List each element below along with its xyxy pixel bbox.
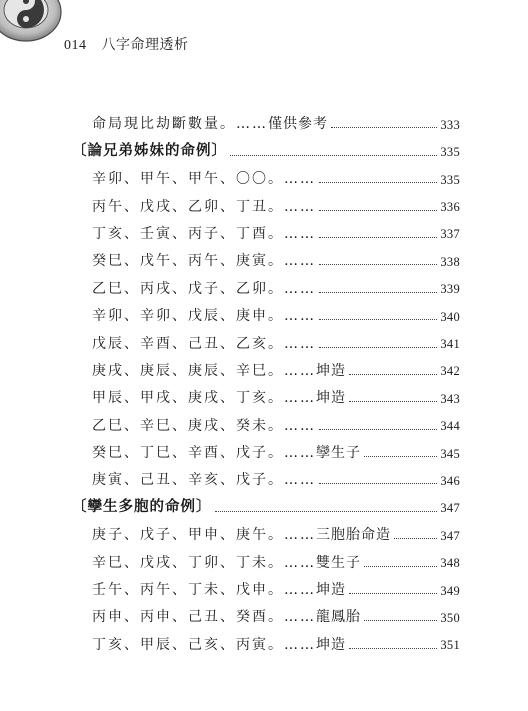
dot-leader [319, 292, 437, 293]
toc-entry-label: 命局現比劫斷數量。…… [92, 116, 268, 133]
toc-entry-note: 僅供參考 [268, 116, 328, 133]
toc-page-number: 335 [440, 145, 460, 160]
toc-entry-label: 乙巳、丙戌、戊子、乙卯。…… [92, 280, 316, 297]
toc-entry [72, 460, 460, 487]
toc-entry-label: 戊辰、辛酉、己丑、乙亥。…… [92, 335, 316, 352]
toc-entry [72, 405, 460, 432]
dot-leader [319, 347, 437, 348]
dot-leader [319, 182, 437, 183]
toc-entry-note: 孿生子 [316, 445, 361, 462]
toc-entry [72, 268, 460, 295]
toc-entry-label: 癸巳、戊午、丙午、庚寅。…… [92, 253, 316, 270]
dot-leader [319, 210, 437, 211]
toc-entry [72, 241, 460, 268]
toc-page-number: 341 [440, 337, 460, 352]
toc-entry [72, 214, 460, 241]
book-title: 八字命理透析 [101, 37, 189, 53]
toc-entry-note: 三胞胎命造 [316, 527, 391, 544]
toc-entry-label: 辛卯、辛卯、戊辰、庚申。…… [92, 308, 316, 325]
toc-page-number: 338 [440, 254, 460, 269]
toc-entry-note: 坤造 [316, 390, 346, 407]
dot-leader [319, 429, 437, 430]
toc-entry [72, 624, 460, 651]
toc-entry [72, 597, 460, 624]
toc-entry-label: 丁亥、甲辰、己亥、丙寅。…… [92, 636, 316, 653]
toc-entry [72, 570, 460, 597]
dot-leader [349, 648, 437, 649]
toc-entry-label: 〔論兄弟姊妹的命例〕 [72, 143, 227, 160]
toc-entry [72, 323, 460, 350]
dot-leader [349, 593, 437, 594]
toc-page-number: 347 [440, 528, 460, 543]
toc-section-heading [72, 131, 460, 158]
dot-leader [349, 374, 437, 375]
toc-entry [72, 433, 460, 460]
dot-leader [364, 456, 437, 457]
dot-leader [319, 483, 437, 484]
toc-page-number: 340 [440, 309, 460, 324]
toc-entry [72, 186, 460, 213]
running-head [64, 34, 188, 54]
dot-leader [364, 566, 437, 567]
toc-page-number: 351 [440, 638, 460, 653]
toc-entry-label: 〔孿生多胞的命例〕 [72, 499, 212, 516]
toc-page-number: 342 [440, 364, 460, 379]
toc-entry [72, 542, 460, 569]
dot-leader [364, 620, 437, 621]
toc-entry-label: 庚子、戊子、甲申、庚午。…… [92, 527, 316, 544]
toc-page-number: 344 [440, 419, 460, 434]
table-of-contents [72, 104, 460, 652]
toc-page-number: 345 [440, 446, 460, 461]
toc-entry-label: 丙午、戊戌、乙卯、丁丑。…… [92, 198, 316, 215]
toc-entry [72, 378, 460, 405]
toc-entry-label: 辛巳、戊戌、丁卯、丁未。…… [92, 554, 316, 571]
toc-page-number: 335 [440, 172, 460, 187]
toc-page-number: 337 [440, 227, 460, 242]
toc-page-number: 348 [440, 556, 460, 571]
toc-entry-note: 坤造 [316, 362, 346, 379]
toc-entry-label: 庚寅、己丑、辛亥、戊子。…… [92, 472, 316, 489]
toc-entry [72, 159, 460, 186]
toc-entry-label: 壬午、丙午、丁未、戊申。…… [92, 582, 316, 599]
dot-leader [215, 511, 438, 512]
toc-page-number: 347 [440, 501, 460, 516]
toc-entry-label: 丁亥、壬寅、丙子、丁酉。…… [92, 225, 316, 242]
toc-entry-label: 甲辰、甲戌、庚戌、丁亥。…… [92, 390, 316, 407]
toc-entry-note: 雙生子 [316, 554, 361, 571]
toc-entry-label: 辛卯、甲午、甲午、〇〇。…… [92, 171, 316, 188]
toc-page-number: 350 [440, 610, 460, 625]
dot-leader [319, 319, 437, 320]
dot-leader [349, 401, 437, 402]
toc-entry-note: 坤造 [316, 582, 346, 599]
toc-entry-label: 乙巳、辛巳、庚戌、癸未。…… [92, 417, 316, 434]
toc-section-heading [72, 487, 460, 514]
dot-leader [230, 155, 437, 156]
toc-entry-label: 癸巳、丁巳、辛酉、戊子。…… [92, 445, 316, 462]
toc-entry [72, 515, 460, 542]
toc-entry-note: 龍鳳胎 [316, 609, 361, 626]
toc-page-number: 339 [440, 282, 460, 297]
toc-entry [72, 104, 460, 131]
toc-page-number: 333 [440, 117, 460, 132]
page-number: 014 [64, 38, 87, 53]
dot-leader [319, 264, 437, 265]
toc-page-number: 336 [440, 200, 460, 215]
toc-entry-note: 坤造 [316, 636, 346, 653]
toc-page-number: 349 [440, 583, 460, 598]
toc-entry [72, 351, 460, 378]
toc-entry-label: 庚戌、庚辰、庚辰、辛巳。…… [92, 362, 316, 379]
dot-leader [319, 237, 437, 238]
taiji-yin-yang-icon [0, 0, 62, 46]
toc-page-number: 346 [440, 473, 460, 488]
dot-leader [394, 538, 437, 539]
dot-leader [331, 127, 437, 128]
toc-entry-label: 丙申、丙申、己丑、癸酉。…… [92, 609, 316, 626]
toc-entry [72, 296, 460, 323]
toc-page-number: 343 [440, 391, 460, 406]
